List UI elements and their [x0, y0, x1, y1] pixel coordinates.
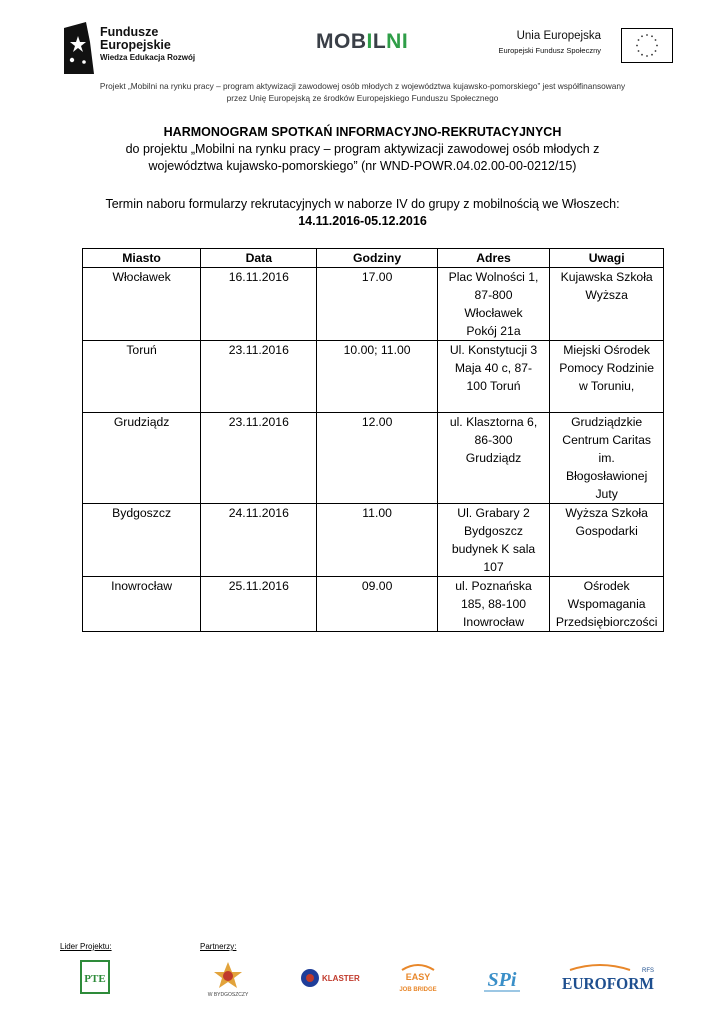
- cell-miasto: Grudziądz: [83, 413, 201, 504]
- schedule-table-body: [83, 268, 664, 632]
- cell-uwagi: Miejski Ośrodek Pomocy Rodzinie w Toruniu,: [550, 341, 664, 413]
- euroform-partner-logo: [560, 962, 660, 994]
- svg-text:JOB BRIDGE: JOB BRIDGE: [399, 987, 437, 993]
- column-header-miasto: Miasto: [83, 249, 201, 268]
- svg-text:EASY: EASY: [405, 972, 431, 982]
- cell-adres: Ul. Grabary 2 Bydgoszcz budynek K sala 107: [437, 504, 550, 577]
- document-title: HARMONOGRAM SPOTKAŃ INFORMACYJNO-REKRUTACYJNYCH: [163, 125, 562, 139]
- cell-uwagi: Ośrodek Wspomagania Przedsiębiorczości: [550, 577, 664, 632]
- lider-label: Lider Projektu:: [60, 942, 112, 951]
- cell-godziny: 12.00: [317, 413, 437, 504]
- document-heading: HARMONOGRAM SPOTKAŃ INFORMACYJNO-REKRUTACYJNYCH do projektu „Mobilni na rynku pracy – program aktywizacji zawodowej osób młodych z województwa kujawsko-pomorskiego” (nr WND-POWR.04.02.00-00-0212/15): [40, 124, 685, 175]
- table-row: [83, 341, 664, 413]
- cell-miasto: Inowrocław: [83, 577, 201, 632]
- ue-title: Unia Europejska: [516, 30, 601, 42]
- cell-data: 23.11.2016: [201, 413, 317, 504]
- cell-adres: Plac Wolności 1, 87-800 Włocławek Pokój 21a: [437, 268, 550, 341]
- svg-text:SPi: SPi: [487, 969, 517, 991]
- unia-europejska-logo: [498, 28, 673, 64]
- column-header-adres: Adres: [437, 249, 550, 268]
- klaster-partner-logo: [300, 966, 362, 990]
- eu-flag-icon: [621, 28, 673, 63]
- svg-text:EUROFORM: EUROFORM: [562, 974, 654, 993]
- recruitment-dates: 14.11.2016-05.12.2016: [298, 214, 427, 228]
- pte-logo: [80, 960, 110, 994]
- fe-star-icon: [64, 22, 94, 74]
- cell-godziny: 09.00: [317, 577, 437, 632]
- column-header-godziny: Godziny: [317, 249, 437, 268]
- cell-godziny: 10.00; 11.00: [317, 341, 437, 413]
- cell-data: 25.11.2016: [201, 577, 317, 632]
- table-row: [83, 504, 664, 577]
- cell-miasto: Toruń: [83, 341, 201, 413]
- cell-data: 24.11.2016: [201, 504, 317, 577]
- partners-label: Partnerzy:: [200, 942, 237, 951]
- cell-godziny: 17.00: [317, 268, 437, 341]
- cell-miasto: Włocławek: [83, 268, 201, 341]
- iwb-partner-logo: [202, 960, 254, 998]
- table-row: [83, 268, 664, 341]
- spi-partner-logo: [480, 962, 524, 996]
- svg-text:KLASTER: KLASTER: [322, 974, 360, 983]
- svg-text:RFS: RFS: [642, 968, 654, 974]
- table-row: [83, 577, 664, 632]
- svg-text:PTE: PTE: [84, 973, 106, 985]
- cell-adres: Ul. Konstytucji 3 Maja 40 c, 87- 100 Toruń: [437, 341, 550, 413]
- easy-job-bridge-logo: [398, 960, 438, 996]
- fe-logo-subline: Wiedza Edukacja Rozwój: [100, 53, 196, 62]
- svg-text:W BYDGOSZCZY: W BYDGOSZCZY: [207, 992, 249, 998]
- cell-godziny: 11.00: [317, 504, 437, 577]
- column-header-data: Data: [201, 249, 317, 268]
- schedule-table: [82, 248, 664, 632]
- cell-miasto: Bydgoszcz: [83, 504, 201, 577]
- mobilni-logo: MOBILNI: [316, 30, 409, 53]
- cell-uwagi: Kujawska Szkoła Wyższa: [550, 268, 664, 341]
- table-header-row: [83, 249, 664, 268]
- cell-adres: ul. Poznańska 185, 88-100 Inowrocław: [437, 577, 550, 632]
- cell-data: 23.11.2016: [201, 341, 317, 413]
- fe-logo-title: Fundusze Europejskie: [100, 25, 171, 52]
- column-header-uwagi: Uwagi: [550, 249, 664, 268]
- cell-uwagi: Wyższa Szkoła Gospodarki: [550, 504, 664, 577]
- cell-adres: ul. Klasztorna 6, 86-300 Grudziądz: [437, 413, 550, 504]
- recruitment-term: Termin naboru formularzy rekrutacyjnych w naborze IV do grupy z mobilnością we Włoszech: 14.11.2016-05.12.2016: [40, 196, 685, 230]
- ue-subtitle: Europejski Fundusz Społeczny: [498, 46, 601, 55]
- cell-uwagi: Grudziądzkie Centrum Caritas im. Błogosławionej Juty: [550, 413, 664, 504]
- table-row: [83, 413, 664, 504]
- fundusze-europejskie-logo: [64, 22, 214, 76]
- cell-data: 16.11.2016: [201, 268, 317, 341]
- project-cofinancing-note: Projekt „Mobilni na rynku pracy – program aktywizacji zawodowej osób młodych z województwa kujawsko-pomorskiego” jest współfinansowany przez Unię Europejską ze środków Europejskiego Funduszu Społecznego: [99, 81, 626, 103]
